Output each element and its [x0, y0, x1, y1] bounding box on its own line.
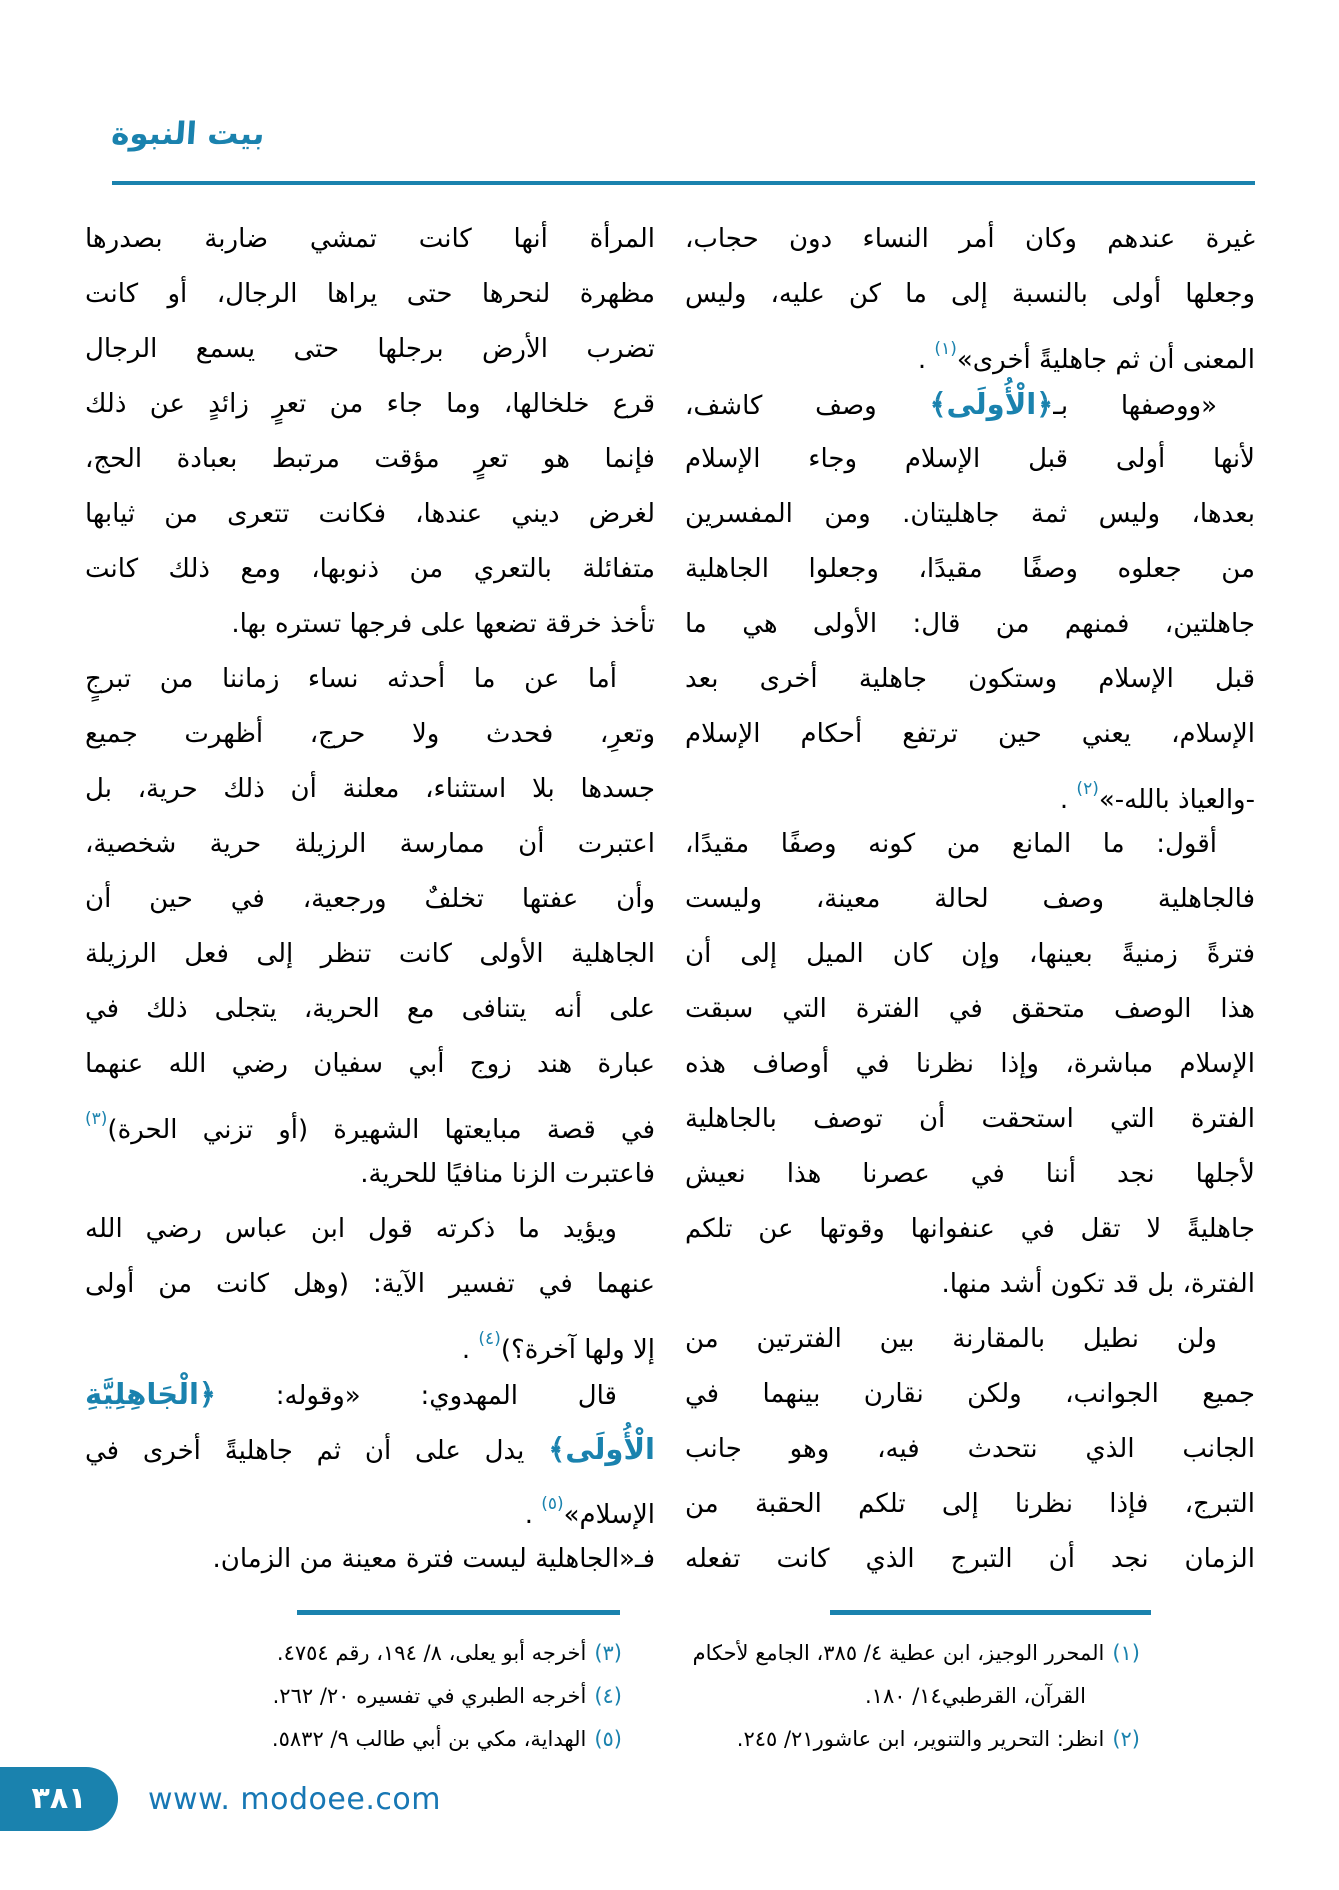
footnote-entry: [85, 1632, 622, 1675]
text-line: [685, 487, 1255, 542]
footnote-entry: [683, 1632, 1140, 1718]
text-line: [685, 982, 1255, 1037]
text-line: [685, 597, 1255, 652]
footnote-separator-right: [830, 1610, 1151, 1615]
right-text-column: [685, 212, 1255, 1587]
text-segment: المرأة أنها كانت تمشي ضاربة بصدرها: [85, 224, 655, 254]
text-line: [685, 927, 1255, 982]
left-footnotes: [85, 1632, 622, 1761]
text-segment: تأخذ خرقة تضعها على فرجها تستره بها.: [231, 609, 655, 639]
text-segment: على أنه يتنافى مع الحرية، يتجلى ذلك في: [85, 994, 655, 1024]
text-line: [685, 1092, 1255, 1147]
text-segment: فـ«الجاهلية ليست فترة معينة من الزمان.: [212, 1544, 655, 1574]
text-line: [85, 1532, 655, 1587]
text-line: [685, 1147, 1255, 1202]
text-line: [85, 1367, 655, 1422]
text-line: [85, 982, 655, 1037]
text-line: [85, 1422, 655, 1477]
text-segment: جاهلتين، فمنهم من قال: الأولى هي ما: [685, 609, 1255, 639]
text-segment: الفترة التي استحقت أن توصف بالجاهلية: [685, 1104, 1255, 1134]
text-line: [685, 267, 1255, 322]
text-segment: عبارة هند زوج أبي سفيان رضي الله عنهما: [85, 1049, 655, 1079]
text-line: [685, 1312, 1255, 1367]
footnote-entry: [683, 1718, 1140, 1761]
quran-citation: الْأُولَى﴾: [548, 1432, 655, 1466]
text-line: [85, 322, 655, 377]
text-segment: قرع خلخالها، وما جاء من تعرٍ زائدٍ عن ذلك: [85, 389, 655, 419]
footnote-ref: (٥): [541, 1494, 564, 1514]
text-line: [685, 432, 1255, 487]
text-segment: الجاهلية الأولى كانت تنظر إلى فعل الرزيلة: [85, 939, 655, 969]
text-line: [85, 652, 655, 707]
text-segment: الإسلام»: [563, 1500, 655, 1530]
text-line: [685, 1367, 1255, 1422]
text-segment: جاهليةً لا تقل في عنفوانها وقوتها عن تلكم: [685, 1214, 1255, 1244]
text-line: [685, 1202, 1255, 1257]
text-segment: فالجاهلية وصف لحالة معينة، وليست: [685, 884, 1255, 914]
text-segment: فإنما هو تعرٍ مؤقت مرتبط بعبادة الحج،: [85, 444, 655, 474]
text-line: [85, 377, 655, 432]
footnote-separator-left: [297, 1610, 620, 1615]
text-segment: اعتبرت أن ممارسة الرزيلة حرية شخصية،: [85, 829, 655, 859]
text-line: [685, 542, 1255, 597]
footnote-text: انظر: التحرير والتنوير، ابن عاشور٢١/ ٢٤٥.: [736, 1727, 1105, 1751]
text-segment: في قصة مبايعتها الشهيرة (أو تزني الحرة): [107, 1115, 655, 1145]
text-line: [85, 597, 655, 652]
text-line: [85, 927, 655, 982]
text-segment: .: [917, 345, 935, 375]
text-segment: لأجلها نجد أننا في عصرنا هذا نعيش: [685, 1159, 1255, 1189]
text-segment: وصف كاشف،: [685, 391, 930, 421]
text-line: [85, 762, 655, 817]
text-line: [685, 817, 1255, 872]
left-text-column: [85, 212, 655, 1587]
footnote-text: أخرجه أبو يعلى، ٨/ ١٩٤، رقم ٤٧٥٤.: [276, 1641, 587, 1665]
text-segment: الفترة، بل قد تكون أشد منها.: [941, 1269, 1255, 1299]
text-segment: قبل الإسلام وستكون جاهلية أخرى بعد: [685, 664, 1255, 694]
text-segment: الإسلام مباشرة، وإذا نظرنا في أوصاف هذه: [685, 1049, 1255, 1079]
footnote-number: (١): [1112, 1641, 1140, 1665]
footnote-ref: (٣): [85, 1109, 108, 1129]
text-segment: تضرب الأرض برجلها حتى يسمع الرجال: [85, 334, 655, 364]
footnote-entry: [85, 1718, 622, 1761]
text-line: [85, 1477, 655, 1532]
text-segment: «ووصفها بـ: [1053, 391, 1217, 421]
text-segment: .: [524, 1500, 542, 1530]
text-line: [85, 872, 655, 927]
text-line: [85, 707, 655, 762]
text-segment: الزمان نجد أن التبرج الذي كانت تفعله: [685, 1544, 1255, 1574]
text-segment: وتعرِ، فحدث ولا حرج، أظهرت جميع: [85, 719, 655, 749]
text-segment: قال المهدوي: «وقوله:: [215, 1381, 617, 1411]
text-segment: .: [1059, 785, 1077, 815]
text-line: [685, 1422, 1255, 1477]
text-segment: مظهرة لنحرها حتى يراها الرجال، أو كانت: [85, 279, 655, 309]
text-segment: جسدها بلا استثناء، معلنة أن ذلك حرية، بل: [85, 774, 655, 804]
text-segment: من جعلوه وصفًا مقيدًا، وجعلوا الجاهلية: [685, 554, 1255, 584]
text-line: [685, 872, 1255, 927]
text-segment: فاعتبرت الزنا منافيًا للحرية.: [360, 1159, 655, 1189]
text-line: [685, 707, 1255, 762]
text-line: [85, 1312, 655, 1367]
text-segment: ويؤيد ما ذكرته قول ابن عباس رضي الله: [85, 1214, 617, 1244]
text-line: [85, 1202, 655, 1257]
quran-citation: ﴿الْجَاهِلِيَّةِ: [85, 1377, 216, 1411]
footnote-ref: (٢): [1076, 779, 1099, 799]
footnote-number: (٥): [594, 1727, 622, 1751]
text-line: [685, 322, 1255, 377]
text-line: [685, 1477, 1255, 1532]
footnote-number: (٤): [594, 1684, 622, 1708]
page-number: ٣٨١: [31, 1781, 87, 1816]
footnote-entry: [85, 1675, 622, 1718]
text-segment: بعدها، وليس ثمة جاهليتان. ومن المفسرين: [685, 499, 1255, 529]
header-rule: [112, 181, 1255, 185]
footnote-number: (٣): [594, 1641, 622, 1665]
text-segment: الجانب الذي نتحدث فيه، وهو جانب: [685, 1434, 1255, 1464]
website-link[interactable]: www. modoee.com: [148, 1782, 441, 1817]
brand-logo: بيت النبوة: [110, 116, 266, 152]
text-segment: التبرج، فإذا نظرنا إلى تلكم الحقبة من: [685, 1489, 1255, 1519]
text-segment: جميع الجوانب، ولكن نقارن بينهما في: [685, 1379, 1255, 1409]
text-line: [85, 1257, 655, 1312]
text-segment: أما عن ما أحدثه نساء زماننا من تبرجٍ: [85, 664, 617, 694]
text-segment: غيرة عندهم وكان أمر النساء دون حجاب،: [685, 224, 1255, 254]
text-segment: يدل على أن ثم جاهليةً أخرى في: [85, 1436, 549, 1466]
footnote-text: المحرر الوجيز، ابن عطية ٤/ ٣٨٥، الجامع لأحكام القرآن، القرطبي١٤/ ١٨٠.: [692, 1641, 1105, 1708]
text-line: [85, 542, 655, 597]
text-line: [85, 432, 655, 487]
text-segment: المعنى أن ثم جاهليةً أخرى»: [956, 345, 1255, 375]
text-line: [85, 817, 655, 872]
text-line: [85, 1092, 655, 1147]
text-segment: لغرض ديني عندها، فكانت تتعرى من ثيابها: [85, 499, 655, 529]
text-line: [685, 1037, 1255, 1092]
text-line: [685, 1532, 1255, 1587]
text-segment: -والعياذ بالله-»: [1098, 785, 1255, 815]
text-line: [85, 212, 655, 267]
text-segment: أقول: ما المانع من كونه وصفًا مقيدًا،: [685, 829, 1217, 859]
text-line: [685, 212, 1255, 267]
text-segment: متفائلة بالتعري من ذنوبها، ومع ذلك كانت: [85, 554, 655, 584]
text-segment: عنهما في تفسير الآية: (وهل كانت من أولى: [85, 1269, 655, 1299]
quran-citation: ﴿الْأُولَى﴾: [929, 387, 1054, 421]
footnote-ref: (٤): [478, 1329, 501, 1349]
footnote-ref: (١): [934, 339, 957, 359]
page-number-badge: [0, 1767, 118, 1831]
text-line: [85, 1147, 655, 1202]
text-line: [685, 377, 1255, 432]
text-line: [685, 762, 1255, 817]
text-line: [85, 1037, 655, 1092]
text-segment: الإسلام، يعني حين ترتفع أحكام الإسلام: [685, 719, 1255, 749]
text-segment: .: [461, 1335, 479, 1365]
text-line: [685, 1257, 1255, 1312]
text-line: [685, 652, 1255, 707]
text-segment: فترةً زمنيةً بعينها، وإن كان الميل إلى أن: [685, 939, 1255, 969]
text-segment: ولن نطيل بالمقارنة بين الفترتين من: [685, 1324, 1217, 1354]
text-segment: وأن عفتها تخلفٌ ورجعية، في حين أن: [85, 884, 655, 914]
text-segment: وجعلها أولى بالنسبة إلى ما كن عليه، وليس: [685, 279, 1255, 309]
text-segment: لأنها أولى قبل الإسلام وجاء الإسلام: [685, 444, 1255, 474]
right-footnotes: [683, 1632, 1140, 1761]
text-segment: هذا الوصف متحقق في الفترة التي سبقت: [685, 994, 1255, 1024]
footnote-text: الهداية، مكي بن أبي طالب ٩/ ٥٨٣٢.: [271, 1727, 587, 1751]
footnote-number: (٢): [1112, 1727, 1140, 1751]
footnote-text: أخرجه الطبري في تفسيره ٢٠/ ٢٦٢.: [272, 1684, 587, 1708]
text-line: [85, 267, 655, 322]
text-line: [85, 487, 655, 542]
text-segment: إلا ولها آخرة؟): [500, 1335, 655, 1365]
